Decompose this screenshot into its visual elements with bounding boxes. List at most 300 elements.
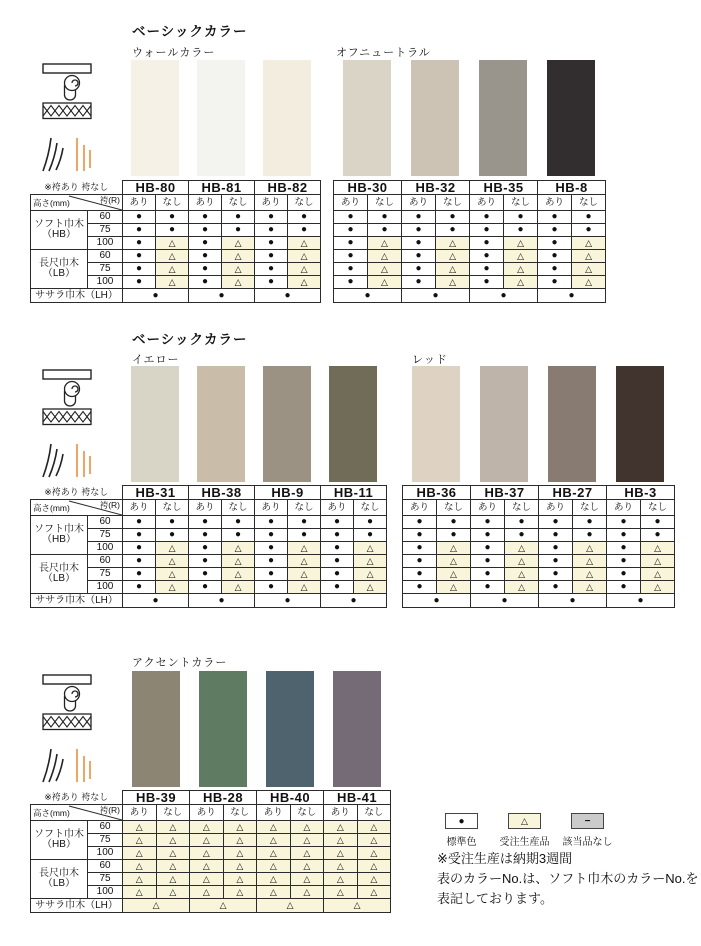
availability-cell: △ <box>288 568 321 581</box>
swatch-HB-8 <box>547 60 595 176</box>
col-header-nashi: なし <box>222 500 255 516</box>
availability-cell: ● <box>436 211 470 224</box>
availability-cell: ● <box>539 542 573 555</box>
availability-cell: ● <box>402 289 470 303</box>
availability-cell: △ <box>436 250 470 263</box>
legend-item-made-to-order <box>499 813 550 848</box>
availability-cell: ● <box>403 555 437 568</box>
availability-cell: ● <box>123 581 156 594</box>
availability-cell: ● <box>334 276 368 289</box>
availability-cell: ● <box>539 555 573 568</box>
availability-cell: ● <box>470 276 504 289</box>
availability-cell: ● <box>123 289 189 303</box>
zigzag-icon <box>42 408 92 431</box>
availability-cell: △ <box>222 250 255 263</box>
col-header-ari: あり <box>189 195 222 211</box>
availability-cell: ● <box>123 516 156 529</box>
availability-cell: ● <box>471 542 505 555</box>
col-header-nashi: なし <box>354 500 387 516</box>
availability-cell: △ <box>223 886 257 899</box>
availability-cell: △ <box>572 250 606 263</box>
swatch-HB-38 <box>197 366 245 482</box>
availability-cell: △ <box>436 263 470 276</box>
availability-cell: △ <box>257 821 291 834</box>
availability-cell: ● <box>255 529 288 542</box>
availability-cell: △ <box>223 821 257 834</box>
product-group-label: ソフト巾木 （HB） <box>31 211 88 250</box>
col-header-ari: あり <box>321 500 354 516</box>
availability-cell: △ <box>257 860 291 873</box>
availability-cell: △ <box>505 568 539 581</box>
availability-cell: ● <box>572 211 606 224</box>
availability-cell: ● <box>607 581 641 594</box>
col-header-nashi: なし <box>504 195 538 211</box>
availability-cell: ● <box>505 516 539 529</box>
availability-cell: △ <box>123 873 157 886</box>
dash-symbol: − <box>584 815 591 827</box>
availability-cell: ● <box>156 516 189 529</box>
availability-cell: △ <box>354 555 387 568</box>
availability-cell: △ <box>123 847 157 860</box>
availability-cell: ● <box>505 529 539 542</box>
availability-table <box>30 790 391 913</box>
availability-cell: △ <box>324 834 358 847</box>
col-header-ari: あり <box>123 500 156 516</box>
availability-cell: △ <box>504 237 538 250</box>
availability-cell: △ <box>222 555 255 568</box>
zigzag-icon <box>42 713 92 736</box>
col-header-nashi: なし <box>290 805 324 821</box>
availability-cell: △ <box>324 847 358 860</box>
availability-cell: △ <box>354 568 387 581</box>
availability-cell: △ <box>290 886 324 899</box>
availability-cell: △ <box>290 821 324 834</box>
sasara-label: ササラ巾木（LH） <box>31 289 123 303</box>
availability-cell: △ <box>123 899 190 913</box>
availability-cell: △ <box>156 250 189 263</box>
availability-cell: ● <box>123 250 156 263</box>
availability-cell: △ <box>156 873 190 886</box>
availability-cell: ● <box>539 568 573 581</box>
availability-cell: △ <box>437 581 471 594</box>
availability-cell: △ <box>572 237 606 250</box>
availability-cell: ● <box>123 237 156 250</box>
availability-cell: ● <box>189 594 255 608</box>
availability-cell: △ <box>368 263 402 276</box>
height-cell: 75 <box>88 529 123 542</box>
availability-cell: △ <box>504 263 538 276</box>
col-header-ari: あり <box>189 500 222 516</box>
sasara-label: ササラ巾木（LH） <box>31 899 123 913</box>
availability-cell: △ <box>288 237 321 250</box>
availability-cell: △ <box>156 542 189 555</box>
availability-cell: ● <box>641 516 675 529</box>
color-code: HB-28 <box>190 791 257 805</box>
color-code: HB-35 <box>470 181 538 195</box>
availability-cell: △ <box>324 886 358 899</box>
legend-label: 標準色 <box>446 837 477 848</box>
availability-cell: ● <box>368 224 402 237</box>
color-code: HB-3 <box>607 486 675 500</box>
height-hakama-header <box>31 500 123 516</box>
availability-cell: △ <box>572 276 606 289</box>
availability-cell: △ <box>505 581 539 594</box>
col-header-nashi: なし <box>641 500 675 516</box>
height-cell: 60 <box>88 250 123 263</box>
product-group-label: ソフト巾木 （HB） <box>31 516 88 555</box>
color-code: HB-37 <box>471 486 539 500</box>
availability-cell: △ <box>505 555 539 568</box>
availability-cell: △ <box>223 873 257 886</box>
availability-cell: △ <box>156 263 189 276</box>
height-cell: 60 <box>88 821 123 834</box>
col-header-nashi: なし <box>436 195 470 211</box>
availability-cell: △ <box>290 834 324 847</box>
col-header-nashi: なし <box>156 500 189 516</box>
availability-cell: ● <box>255 594 321 608</box>
availability-cell: ● <box>539 529 573 542</box>
hakama-r-label: 袴(R) <box>99 500 121 510</box>
availability-cell: △ <box>156 276 189 289</box>
availability-cell: △ <box>190 847 224 860</box>
availability-cell: △ <box>504 250 538 263</box>
availability-cell: ● <box>470 263 504 276</box>
col-header-ari: あり <box>538 195 572 211</box>
availability-cell: ● <box>470 224 504 237</box>
col-header-nashi: なし <box>288 500 321 516</box>
legend-item-not-available <box>562 813 613 848</box>
hakama-note: ※袴あり 袴なし <box>31 791 123 805</box>
availability-cell: ● <box>189 568 222 581</box>
availability-cell: △ <box>156 886 190 899</box>
availability-cell: ● <box>402 263 436 276</box>
note-line: 表のカラーNo.は、ソフト巾木のカラーNo.を <box>437 871 699 886</box>
availability-cell: △ <box>190 899 257 913</box>
availability-cell: △ <box>436 276 470 289</box>
availability-cell: ● <box>255 516 288 529</box>
availability-cell: ● <box>334 237 368 250</box>
availability-cell: △ <box>290 860 324 873</box>
height-cell: 75 <box>88 568 123 581</box>
note-line: ※受注生産は納期3週間 <box>437 851 573 866</box>
height-cell: 75 <box>88 224 123 237</box>
availability-cell: △ <box>257 834 291 847</box>
availability-cell: ● <box>403 529 437 542</box>
height-cell: 100 <box>88 847 123 860</box>
availability-cell: ● <box>539 581 573 594</box>
col-header-nashi: なし <box>505 500 539 516</box>
col-header-ari: あり <box>255 195 288 211</box>
availability-cell: ● <box>641 529 675 542</box>
availability-cell: △ <box>156 847 190 860</box>
availability-cell: ● <box>471 555 505 568</box>
availability-cell: ● <box>538 224 572 237</box>
note-line: 表記しております。 <box>437 891 553 906</box>
availability-cell: ● <box>402 250 436 263</box>
availability-cell: ● <box>288 211 321 224</box>
availability-cell: ● <box>255 581 288 594</box>
availability-cell: △ <box>505 542 539 555</box>
availability-cell: ● <box>354 529 387 542</box>
availability-cell: △ <box>222 237 255 250</box>
triangle-symbol: △ <box>521 815 528 826</box>
swatch-HB-9 <box>263 366 311 482</box>
availability-cell: △ <box>357 834 391 847</box>
availability-cell: ● <box>222 516 255 529</box>
hakama-lines-icon <box>40 443 96 486</box>
availability-cell: ● <box>607 594 675 608</box>
height-cell: 75 <box>88 263 123 276</box>
color-code: HB-31 <box>123 486 189 500</box>
availability-cell: ● <box>123 542 156 555</box>
availability-cell: ● <box>123 276 156 289</box>
col-header-ari: あり <box>607 500 641 516</box>
availability-cell: △ <box>288 250 321 263</box>
swatch-HB-82 <box>263 60 311 176</box>
availability-cell: ● <box>255 211 288 224</box>
availability-cell: ● <box>321 581 354 594</box>
availability-cell: △ <box>368 237 402 250</box>
col-header-nashi: なし <box>572 195 606 211</box>
availability-cell: ● <box>255 250 288 263</box>
availability-cell: △ <box>156 834 190 847</box>
availability-cell: ● <box>189 237 222 250</box>
color-code: HB-39 <box>123 791 190 805</box>
color-code: HB-30 <box>334 181 402 195</box>
availability-cell: ● <box>402 276 436 289</box>
dot-symbol: ● <box>458 815 465 827</box>
availability-cell: △ <box>288 263 321 276</box>
availability-cell: ● <box>288 224 321 237</box>
height-cell: 100 <box>88 886 123 899</box>
availability-cell: ● <box>539 594 607 608</box>
availability-cell: △ <box>641 542 675 555</box>
color-group-subtitle: ウォールカラー <box>132 47 216 59</box>
height-cell: 60 <box>88 516 123 529</box>
availability-cell: ● <box>403 581 437 594</box>
availability-cell: ● <box>437 516 471 529</box>
color-group-subtitle: オフニュートラル <box>336 47 431 59</box>
color-code: HB-8 <box>538 181 606 195</box>
availability-cell: △ <box>288 276 321 289</box>
availability-cell: ● <box>288 516 321 529</box>
availability-cell: △ <box>357 821 391 834</box>
availability-cell: △ <box>572 263 606 276</box>
availability-cell: ● <box>607 516 641 529</box>
availability-cell: △ <box>156 860 190 873</box>
availability-cell: △ <box>324 873 358 886</box>
availability-cell: △ <box>368 276 402 289</box>
availability-cell: △ <box>573 568 607 581</box>
availability-cell: △ <box>123 860 157 873</box>
availability-cell: △ <box>222 568 255 581</box>
color-code: HB-40 <box>257 791 324 805</box>
height-label: 高さ(mm) <box>33 503 70 513</box>
availability-cell: ● <box>471 516 505 529</box>
product-group-label: 長尺巾木 （LB） <box>31 250 88 289</box>
availability-cell: ● <box>321 529 354 542</box>
color-code: HB-41 <box>324 791 391 805</box>
availability-cell: ● <box>607 542 641 555</box>
availability-cell: △ <box>123 821 157 834</box>
col-header-ari: あり <box>255 500 288 516</box>
col-header-ari: あり <box>334 195 368 211</box>
col-header-nashi: なし <box>357 805 391 821</box>
col-header-nashi: なし <box>368 195 402 211</box>
zigzag-icon <box>42 102 92 125</box>
height-cell: 100 <box>88 581 123 594</box>
availability-cell: △ <box>324 860 358 873</box>
col-header-nashi: なし <box>222 195 255 211</box>
availability-cell: ● <box>572 224 606 237</box>
availability-cell: ● <box>470 250 504 263</box>
col-header-ari: あり <box>324 805 358 821</box>
col-header-nashi: なし <box>573 500 607 516</box>
availability-cell: ● <box>538 263 572 276</box>
availability-cell: ● <box>471 529 505 542</box>
availability-cell: ● <box>222 211 255 224</box>
availability-cell: ● <box>123 594 189 608</box>
legend-label: 受注生産品 <box>499 837 550 848</box>
made-to-order-box <box>508 813 541 829</box>
availability-cell: ● <box>255 224 288 237</box>
availability-cell: △ <box>156 237 189 250</box>
swatch-HB-30 <box>343 60 391 176</box>
availability-cell: ● <box>471 568 505 581</box>
availability-cell: ● <box>436 224 470 237</box>
availability-cell: ● <box>437 529 471 542</box>
availability-cell: △ <box>123 886 157 899</box>
availability-cell: ● <box>403 594 471 608</box>
col-header-nashi: なし <box>156 195 189 211</box>
section-title: ベーシックカラー <box>132 332 248 347</box>
col-header-ari: あり <box>471 500 505 516</box>
availability-cell: ● <box>189 542 222 555</box>
height-cell: 60 <box>88 555 123 568</box>
height-cell: 100 <box>88 542 123 555</box>
availability-cell: △ <box>156 821 190 834</box>
availability-cell: △ <box>324 899 391 913</box>
availability-cell: △ <box>437 542 471 555</box>
product-group-label: ソフト巾木 （HB） <box>31 821 88 860</box>
color-code: HB-9 <box>255 486 321 500</box>
availability-cell: ● <box>255 568 288 581</box>
availability-cell: ● <box>334 224 368 237</box>
availability-cell: ● <box>123 263 156 276</box>
swatch-HB-31 <box>131 366 179 482</box>
availability-cell: ● <box>189 581 222 594</box>
availability-table <box>402 485 675 608</box>
height-cell: 75 <box>88 873 123 886</box>
availability-cell: △ <box>354 542 387 555</box>
availability-cell: ● <box>189 263 222 276</box>
availability-cell: ● <box>538 237 572 250</box>
availability-cell: △ <box>290 847 324 860</box>
availability-cell: ● <box>403 568 437 581</box>
col-header-nashi: なし <box>288 195 321 211</box>
availability-cell: ● <box>334 263 368 276</box>
availability-cell: △ <box>436 237 470 250</box>
availability-cell: △ <box>223 860 257 873</box>
availability-cell: △ <box>222 263 255 276</box>
availability-cell: △ <box>288 555 321 568</box>
availability-cell: ● <box>607 568 641 581</box>
availability-cell: ● <box>189 211 222 224</box>
height-cell: 100 <box>88 276 123 289</box>
col-header-ari: あり <box>190 805 224 821</box>
availability-table <box>30 180 321 303</box>
availability-cell: ● <box>539 516 573 529</box>
hakama-note: ※袴あり 袴なし <box>31 486 123 500</box>
swatch-HB-81 <box>197 60 245 176</box>
availability-cell: ● <box>123 529 156 542</box>
availability-cell: ● <box>471 581 505 594</box>
swatch-HB-37 <box>480 366 528 482</box>
availability-cell: ● <box>189 250 222 263</box>
availability-table <box>30 485 387 608</box>
swatch-HB-27 <box>548 366 596 482</box>
swatch-HB-36 <box>412 366 460 482</box>
availability-cell: △ <box>357 873 391 886</box>
availability-cell: △ <box>288 542 321 555</box>
section-title: ベーシックカラー <box>132 24 248 39</box>
availability-cell: ● <box>538 276 572 289</box>
availability-cell: ● <box>607 529 641 542</box>
product-group-label: 長尺巾木 （LB） <box>31 555 88 594</box>
availability-cell: ● <box>288 529 321 542</box>
availability-cell: ● <box>222 529 255 542</box>
swatch-HB-41 <box>333 671 381 787</box>
availability-cell: ● <box>538 250 572 263</box>
swatch-HB-80 <box>131 60 179 176</box>
availability-cell: △ <box>357 847 391 860</box>
availability-cell: ● <box>123 555 156 568</box>
availability-cell: ● <box>354 516 387 529</box>
availability-cell: △ <box>257 886 291 899</box>
swatch-HB-39 <box>132 671 180 787</box>
col-header-nashi: なし <box>223 805 257 821</box>
availability-cell: ● <box>368 211 402 224</box>
height-hakama-header <box>31 195 123 211</box>
availability-cell: ● <box>255 289 321 303</box>
col-header-ari: あり <box>257 805 291 821</box>
hakama-note: ※袴あり 袴なし <box>31 181 123 195</box>
availability-cell: △ <box>190 821 224 834</box>
color-code: HB-36 <box>403 486 471 500</box>
availability-cell: ● <box>573 529 607 542</box>
availability-cell: △ <box>156 555 189 568</box>
availability-cell: △ <box>641 568 675 581</box>
availability-cell: △ <box>156 568 189 581</box>
availability-cell: △ <box>641 555 675 568</box>
availability-cell: ● <box>255 237 288 250</box>
availability-table <box>333 180 606 303</box>
availability-cell: ● <box>504 211 538 224</box>
availability-cell: △ <box>324 821 358 834</box>
availability-cell: ● <box>255 555 288 568</box>
availability-cell: ● <box>222 224 255 237</box>
availability-cell: ● <box>470 211 504 224</box>
legend-item-standard <box>445 813 478 848</box>
availability-cell: ● <box>156 211 189 224</box>
hakama-r-label: 袴(R) <box>99 195 121 205</box>
availability-cell: ● <box>334 289 402 303</box>
availability-cell: △ <box>156 581 189 594</box>
availability-cell: ● <box>255 263 288 276</box>
availability-cell: △ <box>368 250 402 263</box>
availability-cell: ● <box>321 542 354 555</box>
swatch-HB-3 <box>616 366 664 482</box>
